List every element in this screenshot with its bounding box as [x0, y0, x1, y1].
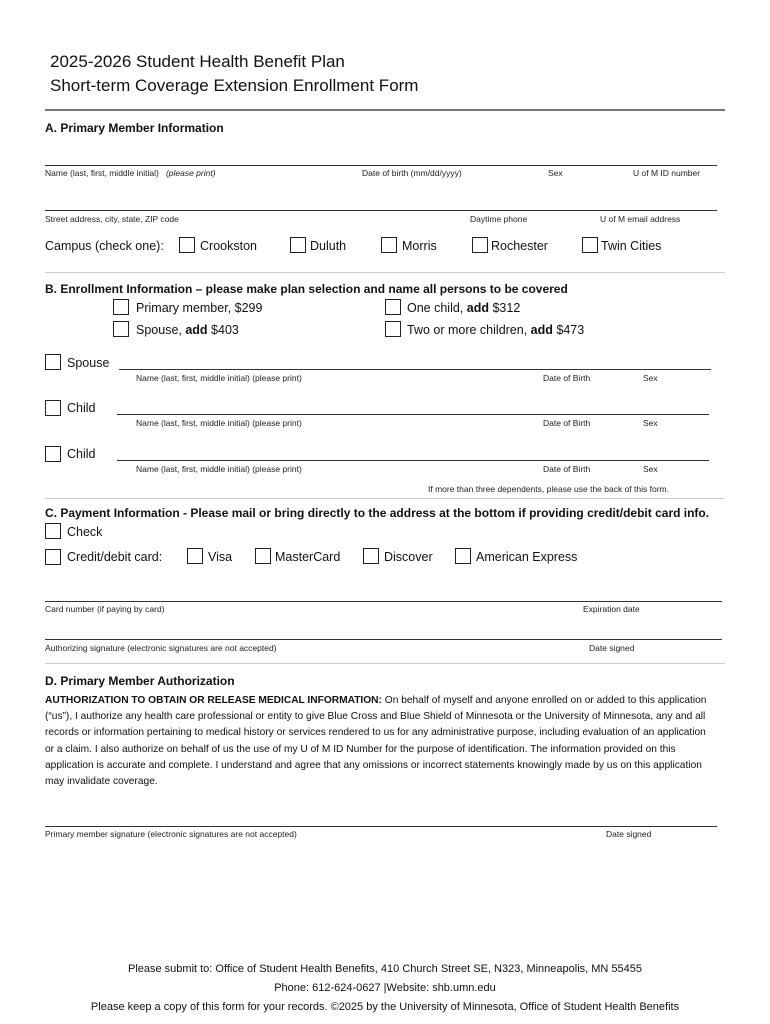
campus-rochester-checkbox[interactable]	[472, 237, 488, 253]
card-amex-checkbox[interactable]	[455, 548, 471, 564]
dependent-dob-label: Date of Birth	[543, 418, 591, 428]
plan-one-child-checkbox[interactable]	[385, 299, 401, 315]
dependent-name-label: Name (last, first, middle initial) (please print)	[136, 373, 302, 383]
card-mastercard-checkbox[interactable]	[255, 548, 271, 564]
dependent-child-1-checkbox[interactable]	[45, 400, 61, 416]
section-d-heading: D. Primary Member Authorization	[45, 674, 235, 688]
section-b-heading: B. Enrollment Information – please make plan selection and name all persons to be covered	[45, 282, 568, 296]
campus-twin-cities-label: Twin Cities	[601, 239, 662, 253]
authorization-paragraph: AUTHORIZATION TO OBTAIN OR RELEASE MEDICAL INFORMATION: On behalf of myself and anyone enrolled on or added to this application (“us”), I authorize any health care professional or entity to give Blue Cross and Blue Shield of Minnesota or the University of Minnesota, any and all records or information pertaining to medical history or services rendered to us for any administrative purpose, including evaluation of an application or a claim. I also authorize on behalf of us the use of my U of M ID Number for the purpose of identification. The information provided on this application is accurate and complete. I understand and agree that any omissions or incorrect statements knowingly made by us on this application may invalidate coverage.	[45, 695, 707, 788]
expiration-label: Expiration date	[583, 604, 640, 614]
section-c-divider	[45, 663, 725, 664]
dependent-child-1-line[interactable]	[117, 414, 709, 415]
dependent-dob-label: Date of Birth	[543, 464, 591, 474]
payment-check-checkbox[interactable]	[45, 523, 61, 539]
dependent-child-2-line[interactable]	[117, 460, 709, 461]
campus-morris-label: Morris	[402, 239, 437, 253]
dependents-note: If more than three dependents, please use the back of this form.	[428, 484, 669, 494]
footer-copyright: Please keep a copy of this form for your records. ©2025 by the University of Minnesota, Office of Student Health Benefits	[90, 1001, 680, 1013]
footer-address: Please submit to: Office of Student Health Benefits, 410 Church Street SE, N323, Minneapolis, MN 55455	[127, 963, 643, 975]
form-title: 2025-2026 Student Health Benefit Plan	[50, 52, 345, 71]
plan-two-children-checkbox[interactable]	[385, 321, 401, 337]
card-discover-label: Discover	[384, 550, 433, 564]
dependent-child-2-label: Child	[67, 447, 96, 461]
form-subtitle: Short-term Coverage Extension Enrollment Form	[50, 76, 419, 95]
card-visa-checkbox[interactable]	[187, 548, 203, 564]
dependent-dob-label: Date of Birth	[543, 373, 591, 383]
campus-crookston-label: Crookston	[200, 239, 257, 253]
email-label: U of M email address	[600, 214, 681, 224]
authorizing-signature-label: Authorizing signature (electronic signatures are not accepted)	[45, 643, 277, 653]
dependent-sex-label: Sex	[643, 418, 658, 428]
header-divider	[45, 109, 725, 111]
plan-spouse-label: Spouse, add $403	[136, 323, 239, 337]
card-number-label: Card number (if paying by card)	[45, 604, 165, 614]
campus-rochester-label: Rochester	[491, 239, 548, 253]
phone-label: Daytime phone	[470, 214, 528, 224]
dependent-child-1-label: Child	[67, 401, 96, 415]
dependent-sex-label: Sex	[643, 464, 658, 474]
dependent-name-label: Name (last, first, middle initial) (please print)	[136, 464, 302, 474]
plan-primary-label: Primary member, $299	[136, 301, 263, 315]
campus-label: Campus (check one):	[45, 239, 164, 253]
campus-morris-checkbox[interactable]	[381, 237, 397, 253]
card-number-line[interactable]	[45, 601, 722, 602]
plan-primary-checkbox[interactable]	[113, 299, 129, 315]
name-dob-sex-umid-line[interactable]	[45, 165, 717, 166]
dependent-sex-label: Sex	[643, 373, 658, 383]
address-label: Street address, city, state, ZIP code	[45, 214, 179, 224]
plan-one-child-label: One child, add $312	[407, 301, 521, 315]
campus-twin-cities-checkbox[interactable]	[582, 237, 598, 253]
card-visa-label: Visa	[208, 550, 233, 564]
campus-crookston-checkbox[interactable]	[179, 237, 195, 253]
dependent-name-label: Name (last, first, middle initial) (please print)	[136, 418, 302, 428]
plan-spouse-checkbox[interactable]	[113, 321, 129, 337]
dependent-spouse-label: Spouse	[67, 356, 110, 370]
dependent-child-2-checkbox[interactable]	[45, 446, 61, 462]
card-date-signed-label: Date signed	[589, 643, 635, 653]
primary-signature-line[interactable]	[45, 826, 717, 827]
primary-signature-label: Primary member signature (electronic signatures are not accepted)	[45, 829, 297, 839]
address-phone-email-line[interactable]	[45, 210, 717, 211]
member-name-label: Name (last, first, middle initial) (please print)	[45, 168, 216, 178]
payment-card-checkbox[interactable]	[45, 549, 61, 565]
primary-date-signed-label: Date signed	[606, 829, 652, 839]
section-b-divider	[45, 498, 725, 499]
section-a-heading: A. Primary Member Information	[45, 121, 224, 135]
card-mastercard-label: MasterCard	[275, 550, 341, 564]
footer-contact: Phone: 612-624-0627 |Website: shb.umn.edu	[274, 982, 496, 994]
payment-check-label: Check	[67, 525, 103, 539]
umid-label: U of M ID number	[633, 168, 701, 178]
dependent-spouse-checkbox[interactable]	[45, 354, 61, 370]
section-c-heading: C. Payment Information - Please mail or bring directly to the address at the bottom if providing credit/debit card info.	[45, 506, 710, 520]
card-discover-checkbox[interactable]	[363, 548, 379, 564]
card-amex-label: American Express	[476, 550, 578, 564]
campus-duluth-checkbox[interactable]	[290, 237, 306, 253]
payment-card-label: Credit/debit card:	[67, 550, 163, 564]
campus-duluth-label: Duluth	[310, 239, 347, 253]
dob-label: Date of birth (mm/dd/yyyy)	[362, 168, 462, 178]
sex-label: Sex	[548, 168, 563, 178]
authorizing-signature-line[interactable]	[45, 639, 722, 640]
plan-two-children-label: Two or more children, add $473	[407, 323, 585, 337]
section-a-divider	[45, 272, 725, 273]
dependent-spouse-line[interactable]	[119, 369, 711, 370]
